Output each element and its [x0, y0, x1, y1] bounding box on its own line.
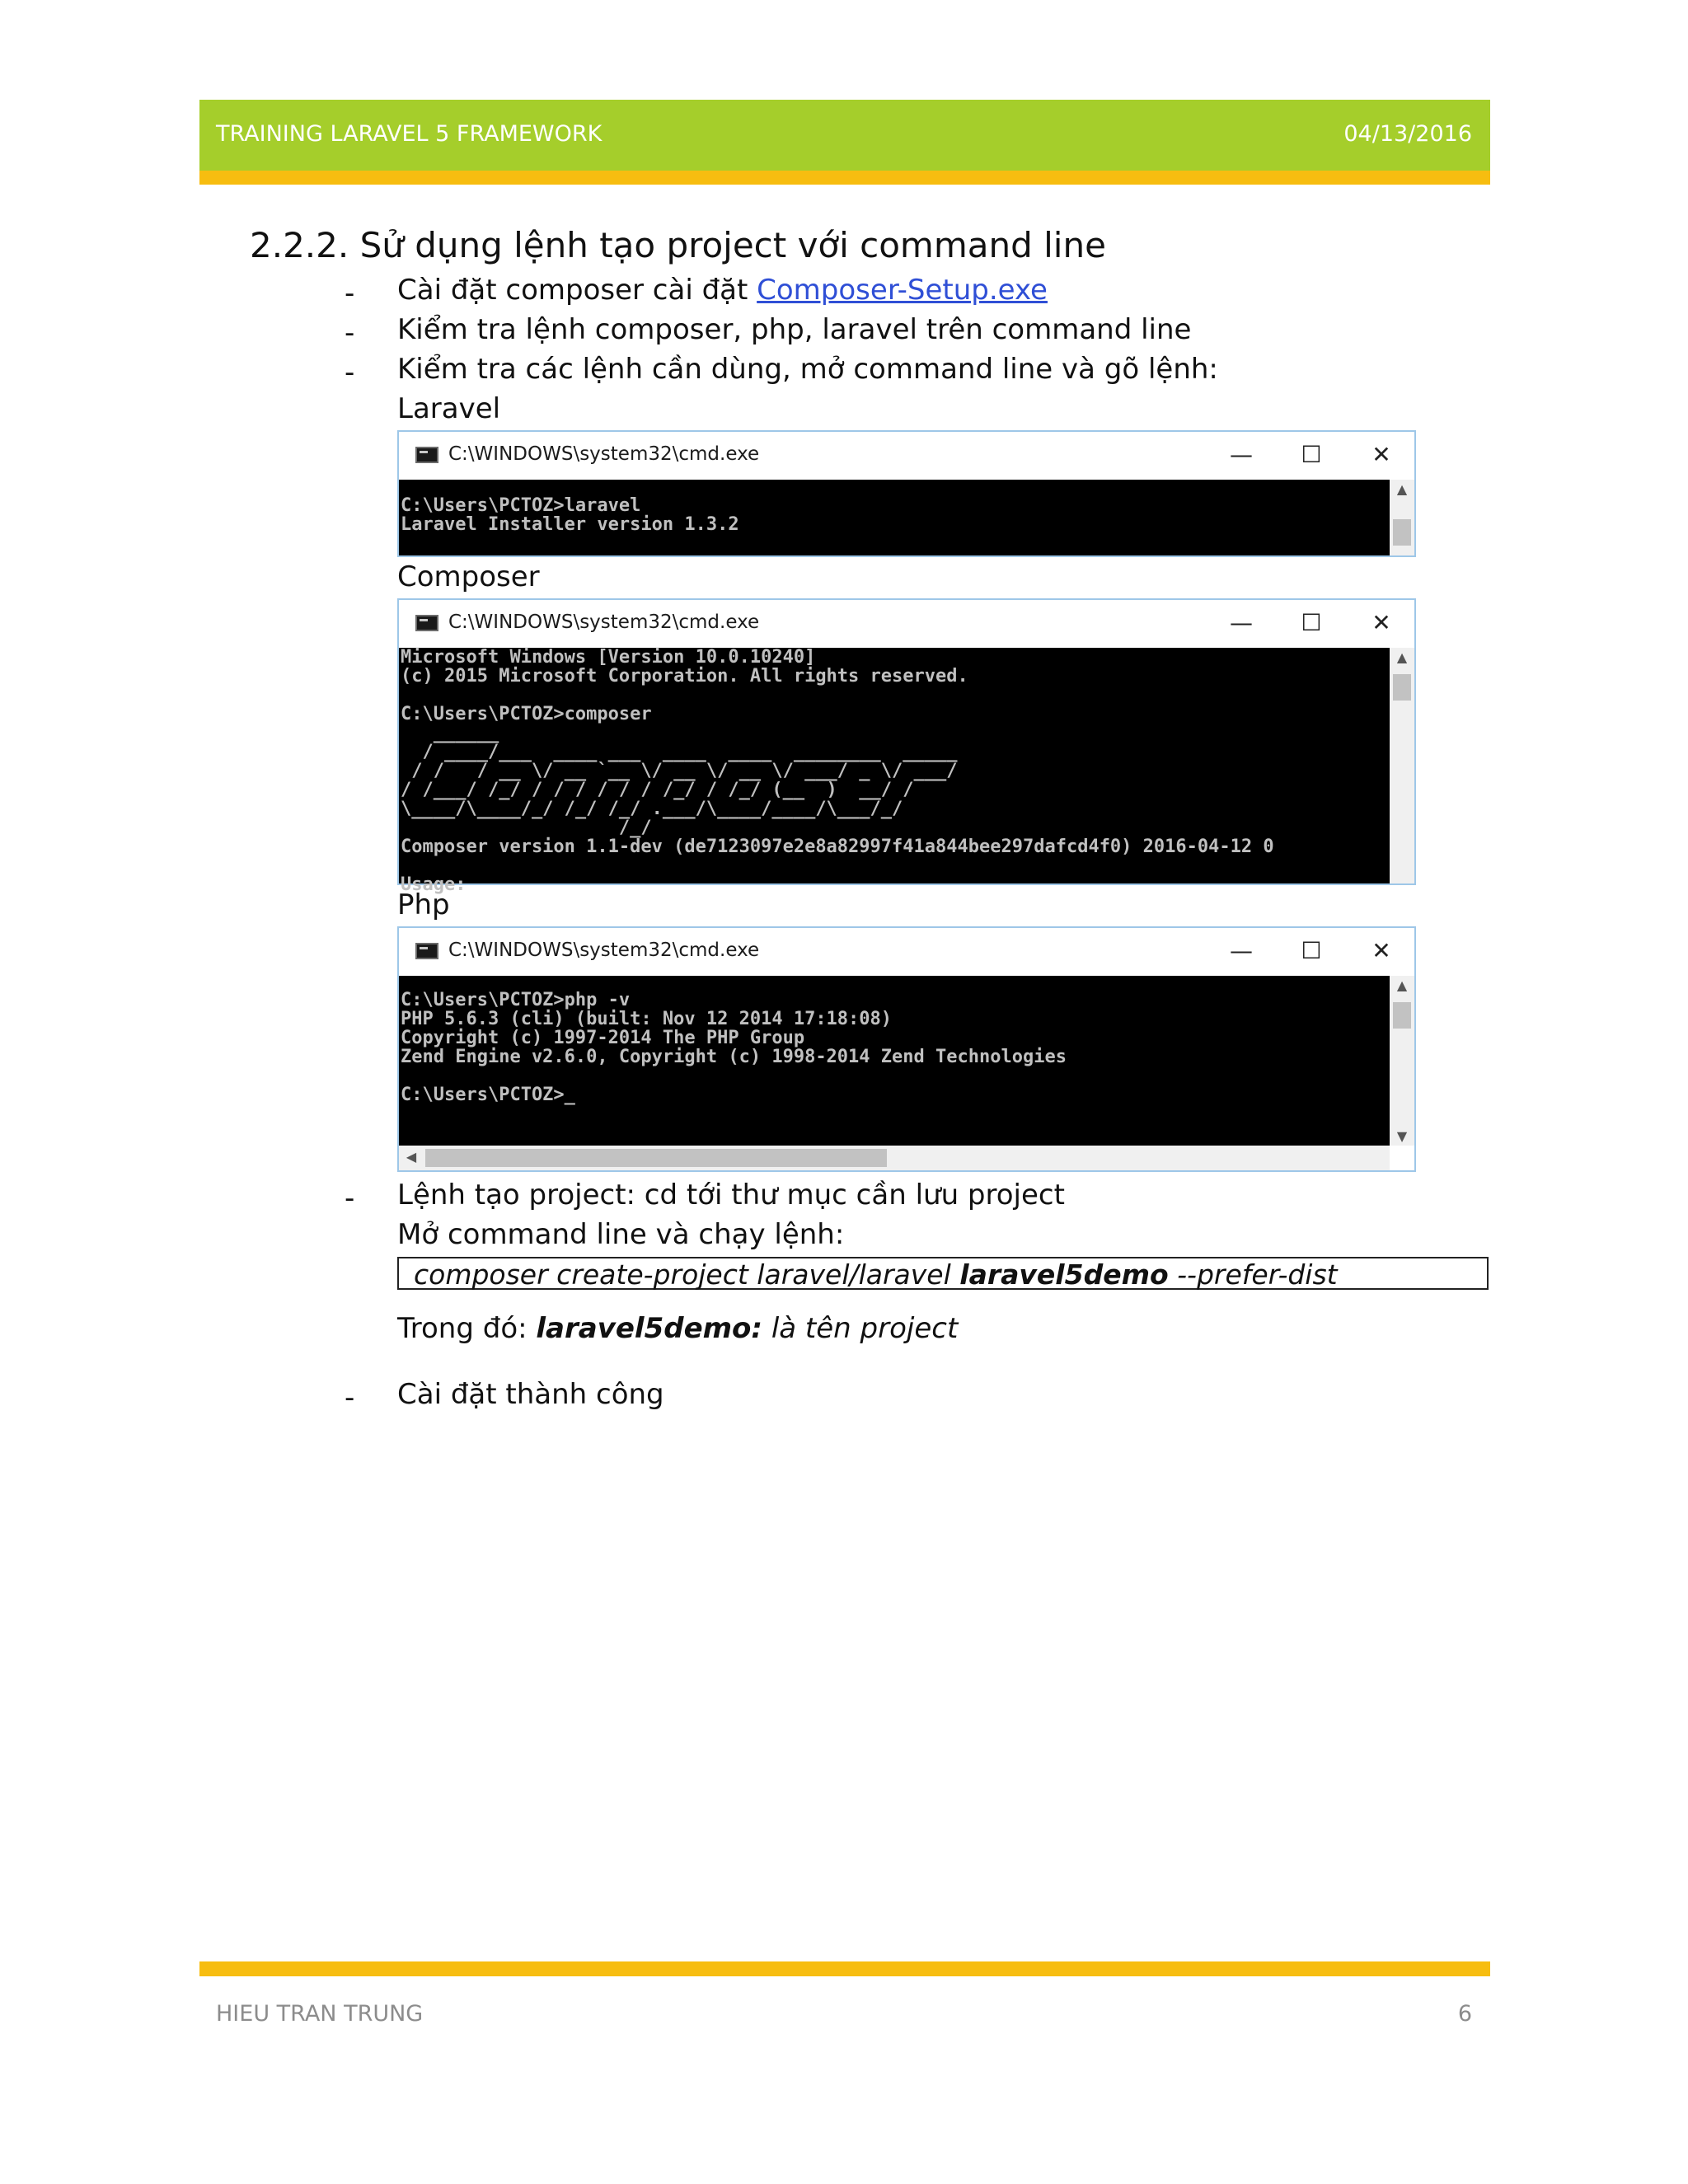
- maximize-button[interactable]: ☐: [1301, 441, 1322, 468]
- terminal-text: C:\Users\PCTOZ>laravel Laravel Installer version 1.3.2: [401, 495, 739, 535]
- bullet-dash: -: [345, 277, 355, 310]
- project-name-note: [397, 1312, 958, 1345]
- scroll-thumb[interactable]: [425, 1149, 887, 1167]
- vertical-scrollbar[interactable]: [1390, 480, 1414, 555]
- bullet-check-commands: Kiểm tra lệnh composer, php, laravel trên command line: [397, 313, 1192, 346]
- label-laravel: Laravel: [397, 392, 501, 425]
- bullet-install-success: Cài đặt thành công: [397, 1378, 664, 1411]
- minimize-button[interactable]: —: [1230, 937, 1253, 964]
- terminal-text: Microsoft Windows [Version 10.0.10240] (c) 2015 Microsoft Corporation. All rights reserved. C:\Users\PCTOZ>composer ______ / ____/___ ____ ___ ____ ____ ________ _____ / / / __ \/ __ `__ \/ __ \/ __ \/ ___/ _ \/ ___/ / /___/ /_/ / / / / / / /_/ / /_/ (__ ) __/ / \____/\____/_/ /_/ /_/ .___/\____/____/\___/_/ /_/ Composer version 1.1-dev (de7123097e2e8a82997f41a844bee297dafcd4f0) 2016-04-12 0 Usage:: [401, 647, 1274, 895]
- footer-stripe: [199, 1961, 1490, 1976]
- note-rest: là tên project: [762, 1312, 959, 1345]
- note-prefix: Trong đó:: [397, 1312, 537, 1345]
- composer-setup-link[interactable]: Composer-Setup.exe: [757, 274, 1048, 307]
- bullet-dash: -: [345, 356, 355, 389]
- close-button[interactable]: ✕: [1372, 937, 1391, 964]
- cmd-output: [399, 480, 1390, 555]
- cmd-titlebar: [399, 600, 1414, 648]
- horizontal-scrollbar[interactable]: [399, 1146, 1390, 1170]
- cmd-window-composer: [397, 598, 1416, 895]
- cmd-title: C:\WINDOWS\system32\cmd.exe: [448, 612, 760, 633]
- scroll-up-icon[interactable]: ▲: [1396, 481, 1408, 497]
- scroll-down-icon[interactable]: ▼: [1396, 1128, 1408, 1144]
- bullet-dash: -: [345, 316, 355, 349]
- bullet-text: Cài đặt composer cài đặt: [397, 274, 757, 307]
- cmd-title: C:\WINDOWS\system32\cmd.exe: [448, 443, 760, 465]
- cmd-window-php: [397, 926, 1416, 1172]
- maximize-button[interactable]: ☐: [1301, 937, 1322, 964]
- command-project-name: laravel5demo: [959, 1258, 1169, 1291]
- bullet-open-cmd: Kiểm tra các lệnh cần dùng, mở command line và gõ lệnh:: [397, 353, 1218, 386]
- cmd-titlebar: [399, 928, 1414, 976]
- section-heading: 2.2.2. Sử dụng lệnh tạo project với command line: [250, 225, 1106, 265]
- cmd-icon: [415, 447, 438, 463]
- command-part: composer create-project laravel/laravel: [414, 1258, 960, 1291]
- header-stripe: [199, 171, 1490, 185]
- close-button[interactable]: ✕: [1372, 609, 1391, 636]
- note-project-name: laravel5demo:: [536, 1312, 763, 1345]
- cmd-icon: [415, 943, 438, 959]
- bullet-dash: -: [345, 1381, 355, 1414]
- footer-author: HIEU TRAN TRUNG: [216, 2001, 424, 2027]
- minimize-button[interactable]: —: [1230, 609, 1253, 636]
- label-composer: Composer: [397, 560, 540, 593]
- bullet-open-cmd-run: Mở command line và chạy lệnh:: [397, 1218, 845, 1251]
- vertical-scrollbar[interactable]: [1390, 648, 1414, 883]
- command-text: [414, 1258, 1338, 1291]
- header-date: 04/13/2016: [1343, 121, 1472, 147]
- bullet-install-composer: [397, 274, 1048, 307]
- command-part: --prefer-dist: [1168, 1258, 1338, 1291]
- maximize-button[interactable]: ☐: [1301, 609, 1322, 636]
- close-button[interactable]: ✕: [1372, 441, 1391, 468]
- scroll-thumb[interactable]: [1393, 1002, 1411, 1029]
- scroll-thumb[interactable]: [1393, 519, 1411, 546]
- vertical-scrollbar[interactable]: [1390, 976, 1414, 1146]
- cmd-title: C:\WINDOWS\system32\cmd.exe: [448, 940, 760, 961]
- scroll-up-icon[interactable]: ▲: [1396, 977, 1408, 993]
- label-php: Php: [397, 888, 450, 921]
- scroll-up-icon[interactable]: ▲: [1396, 649, 1408, 665]
- cmd-output: [399, 647, 1390, 895]
- terminal-text: C:\Users\PCTOZ>php -v PHP 5.6.3 (cli) (built: Nov 12 2014 17:18:08) Copyright (c) 1997-2014 The PHP Group Zend Engine v2.6.0, Copyright (c) 1998-2014 Zend Technologies C:\Users\PCTOZ>_: [401, 990, 1067, 1105]
- cmd-icon: [415, 615, 438, 631]
- minimize-button[interactable]: —: [1230, 441, 1253, 468]
- bullet-dash: -: [345, 1182, 355, 1215]
- cmd-window-laravel: [397, 430, 1416, 557]
- header-title: TRAINING LARAVEL 5 FRAMEWORK: [216, 121, 603, 147]
- cmd-output: [399, 976, 1390, 1146]
- scroll-left-icon[interactable]: ◀: [406, 1149, 417, 1165]
- cmd-titlebar: [399, 432, 1414, 480]
- scroll-thumb[interactable]: [1393, 674, 1411, 701]
- bullet-create-project: Lệnh tạo project: cd tới thư mục cần lưu project: [397, 1179, 1065, 1212]
- page-number: 6: [1457, 2001, 1472, 2027]
